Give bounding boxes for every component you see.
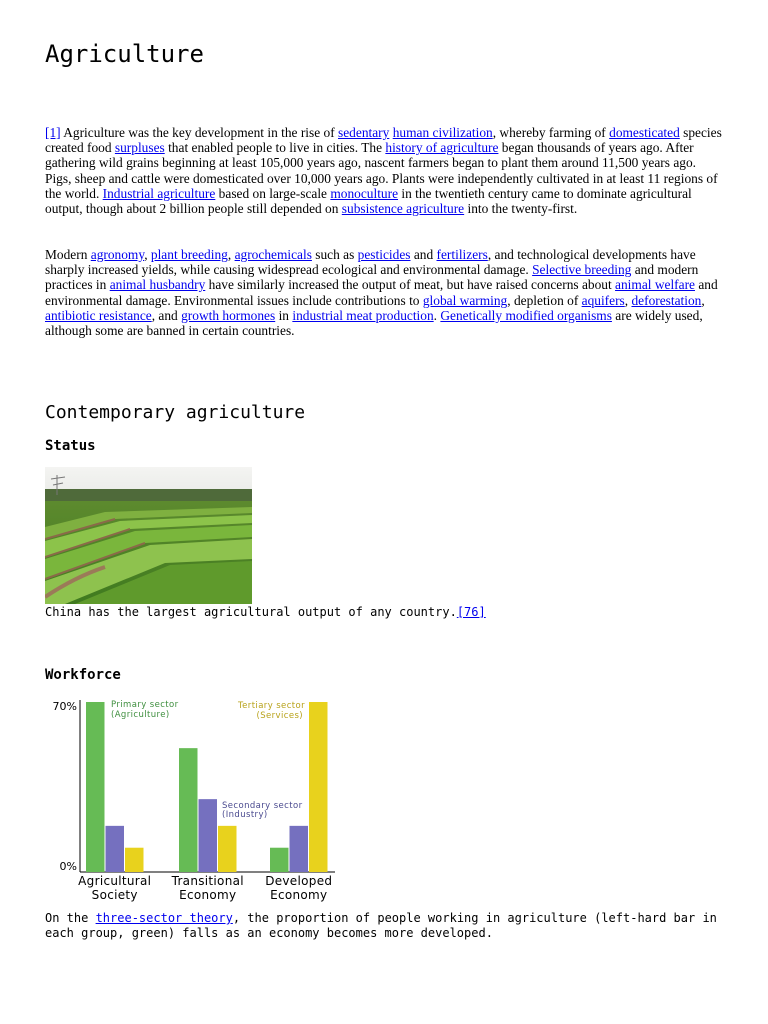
link-industrial-meat-production[interactable]: industrial meat production bbox=[292, 307, 434, 323]
page-title: Agriculture bbox=[45, 40, 204, 68]
link-agronomy[interactable]: agronomy bbox=[90, 247, 145, 262]
link-growth-hormones[interactable]: growth hormones bbox=[181, 307, 276, 323]
link-aquifers[interactable]: aquifers bbox=[581, 292, 625, 308]
text: . bbox=[433, 307, 441, 323]
link-sedentary[interactable]: sedentary bbox=[338, 125, 390, 140]
text: species created food bbox=[45, 125, 722, 156]
link-fertilizers[interactable]: fertilizers bbox=[436, 247, 488, 262]
link-agrochemicals[interactable]: agrochemicals bbox=[234, 247, 312, 262]
status-caption bbox=[45, 605, 725, 620]
link-animal-husbandry[interactable]: animal husbandry bbox=[109, 277, 206, 293]
three-sector-chart-svg bbox=[45, 690, 345, 910]
series-label-secondary-sub: (Industry) bbox=[222, 810, 268, 820]
text: , and bbox=[151, 307, 182, 323]
link-antibiotic-resistance[interactable]: antibiotic resistance bbox=[45, 307, 152, 323]
modern-paragraph bbox=[45, 247, 725, 338]
x-category-label: Transitional bbox=[171, 874, 244, 888]
workforce-heading: Workforce bbox=[45, 667, 121, 683]
text: based on large-scale bbox=[215, 185, 331, 201]
bar-1-1 bbox=[86, 702, 105, 872]
farmland-image bbox=[45, 467, 252, 604]
text: that enabled people to live in cities. The bbox=[164, 140, 386, 156]
caption-text: , the proportion of people working in agriculture (left-hard bar in each group, green) falls as an economy becomes more developed. bbox=[45, 911, 717, 940]
text: are widely used, although some are banned in certain countries. bbox=[45, 307, 703, 339]
x-category-label: Developed bbox=[265, 874, 333, 888]
text: in bbox=[275, 307, 293, 323]
bar-3-2 bbox=[218, 826, 237, 872]
series-label-secondary: Secondary sector bbox=[222, 801, 303, 811]
ref-link-76[interactable]: [76] bbox=[456, 605, 486, 619]
workforce-caption bbox=[45, 911, 725, 941]
link-industrial-agriculture[interactable]: Industrial agriculture bbox=[102, 185, 216, 201]
text: , and technological developments have sharply increased yields, while causing widespread ecological and environmental damage. bbox=[45, 247, 696, 278]
text: , whereby farming of bbox=[492, 125, 610, 140]
link-animal-welfare[interactable]: animal welfare bbox=[615, 277, 695, 293]
text: , bbox=[701, 292, 705, 308]
x-category-label: Society bbox=[91, 888, 138, 902]
text: began thousands of years ago. After gathering wild grains beginning at least 105,000 years ago, nascent farmers began to plant them around 11,500 years ago. Pigs, sheep and cattle were domesticated over 10,000 years ago. Plants were independently cultivated in at least 11 regions of the world. bbox=[45, 140, 718, 201]
link-pesticides[interactable]: pesticides bbox=[357, 247, 411, 262]
link-domesticated[interactable]: domesticated bbox=[609, 125, 680, 140]
text: have similarly increased the output of meat, but have raised concerns about bbox=[205, 277, 616, 293]
link-plant-breeding[interactable]: plant breeding bbox=[150, 247, 228, 262]
status-heading: Status bbox=[45, 438, 96, 454]
series-label-primary-sub: (Agriculture) bbox=[111, 710, 170, 720]
series-label-tertiary-sub: (Services) bbox=[256, 711, 303, 721]
text: and bbox=[410, 247, 437, 262]
text: Modern bbox=[45, 247, 91, 262]
bar-2-3 bbox=[290, 826, 309, 872]
y-tick-label-min: 0% bbox=[59, 860, 77, 873]
bar-3-3 bbox=[309, 702, 328, 872]
link-three-sector-theory[interactable]: three-sector theory bbox=[95, 911, 233, 925]
link-deforestation[interactable]: deforestation bbox=[631, 292, 702, 308]
bar-1-2 bbox=[179, 748, 198, 872]
link-surpluses[interactable]: surpluses bbox=[114, 140, 165, 156]
link-selective-breeding[interactable]: Selective breeding bbox=[532, 262, 632, 278]
x-category-label: Economy bbox=[179, 888, 237, 902]
farmland-photo bbox=[45, 467, 252, 604]
text: Agriculture was the key development in the rise of bbox=[60, 125, 339, 140]
series-label-primary: Primary sector bbox=[111, 700, 179, 710]
text: , depletion of bbox=[507, 292, 582, 308]
series-label-tertiary: Tertiary sector bbox=[238, 701, 305, 711]
link-human-civilization[interactable]: human civilization bbox=[392, 125, 493, 140]
x-category-label: Agricultural bbox=[78, 874, 152, 888]
text: and modern practices in bbox=[45, 262, 699, 293]
y-tick-label-max: 70% bbox=[52, 700, 77, 713]
section-heading: Contemporary agriculture bbox=[45, 402, 306, 423]
x-category-label: Economy bbox=[270, 888, 328, 902]
ref-link-1[interactable]: [1] bbox=[45, 125, 61, 140]
bar-1-3 bbox=[270, 848, 289, 872]
text: , bbox=[227, 247, 235, 262]
text: such as bbox=[311, 247, 358, 262]
intro-paragraph bbox=[45, 125, 725, 216]
link-monoculture[interactable]: monoculture bbox=[330, 185, 399, 201]
text: into the twenty-first. bbox=[464, 201, 578, 217]
three-sector-chart bbox=[45, 690, 345, 910]
text: , bbox=[144, 247, 151, 262]
link-genetically-modified-organisms[interactable]: Genetically modified organisms bbox=[440, 307, 612, 323]
link-subsistence-agriculture[interactable]: subsistence agriculture bbox=[341, 201, 465, 217]
text: and environmental damage. Environmental issues include contributions to bbox=[45, 277, 718, 308]
text: in the twentieth century came to dominate agricultural output, though about 2 billion people still depended on bbox=[45, 185, 692, 217]
caption-text: China has the largest agricultural output of any country. bbox=[45, 605, 457, 619]
bar-2-1 bbox=[106, 826, 125, 872]
bar-2-2 bbox=[199, 799, 218, 872]
link-global-warming[interactable]: global warming bbox=[422, 292, 508, 308]
link-history-of-agriculture[interactable]: history of agriculture bbox=[385, 140, 499, 156]
bar-3-1 bbox=[125, 848, 144, 872]
caption-text: On the bbox=[45, 911, 96, 925]
text: , bbox=[624, 292, 632, 308]
